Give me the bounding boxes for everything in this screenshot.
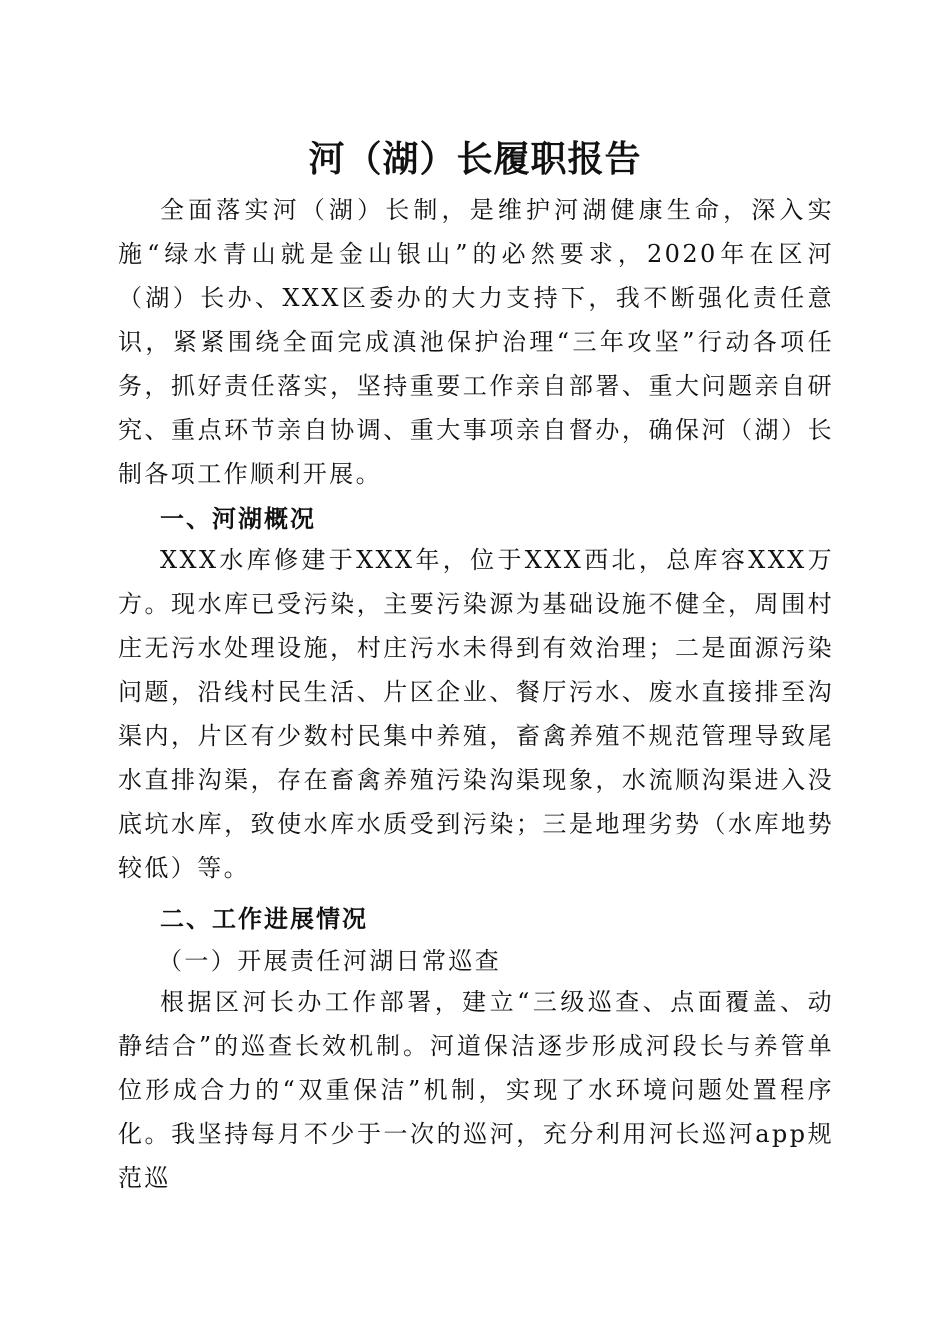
patrol-paragraph: 根据区河长办工作部署，建立“三级巡查、点面覆盖、动静结合”的巡查长效机制。河道保洁逐步形成河段长与养管单位形成合力的“双重保洁”机制，实现了水环境问题处置程序化。我坚持每月不少于一次的巡河，充分利用河长巡河app规范巡 — [118, 988, 834, 1192]
overview-paragraph: XXX水库修建于XXX年，位于XXX西北，总库容XXX万方。现水库已受污染，主要污染源为基础设施不健全，周围村庄无污水处理设施，村庄污水未得到有效治理；二是面源污染问题，沿线村民生活、片区企业、餐厅污水、废水直接排至沟渠内，片区有少数村民集中养殖，畜禽养殖不规范管理导致尾水直排沟渠，存在畜禽养殖污染沟渠现象，水流顺沟渠进入没底坑水库，致使水库水质受到污染；三是地理劣势（水库地势较低）等。 — [118, 546, 834, 882]
section-heading-progress: 二、工作进展情况 — [160, 905, 368, 933]
section-heading-overview: 一、河湖概况 — [160, 505, 316, 533]
intro-paragraph: 全面落实河（湖）长制，是维护河湖健康生命，深入实施“绿水青山就是金山银山”的必然要求，2020年在区河（湖）长办、XXX区委办的大力支持下，我不断强化责任意识，紧紧围绕全面完成滇池保护治理“三年攻坚”行动各项任务，抓好责任落实，坚持重要工作亲自部署、重大问题亲自研究、重点环节亲自协调、重大事项亲自督办，确保河（湖）长制各项工作顺利开展。 — [118, 196, 834, 488]
document-title: 河（湖）长履职报告 — [308, 138, 642, 180]
subsection-heading-patrol: （一）开展责任河湖日常巡查 — [158, 947, 502, 975]
